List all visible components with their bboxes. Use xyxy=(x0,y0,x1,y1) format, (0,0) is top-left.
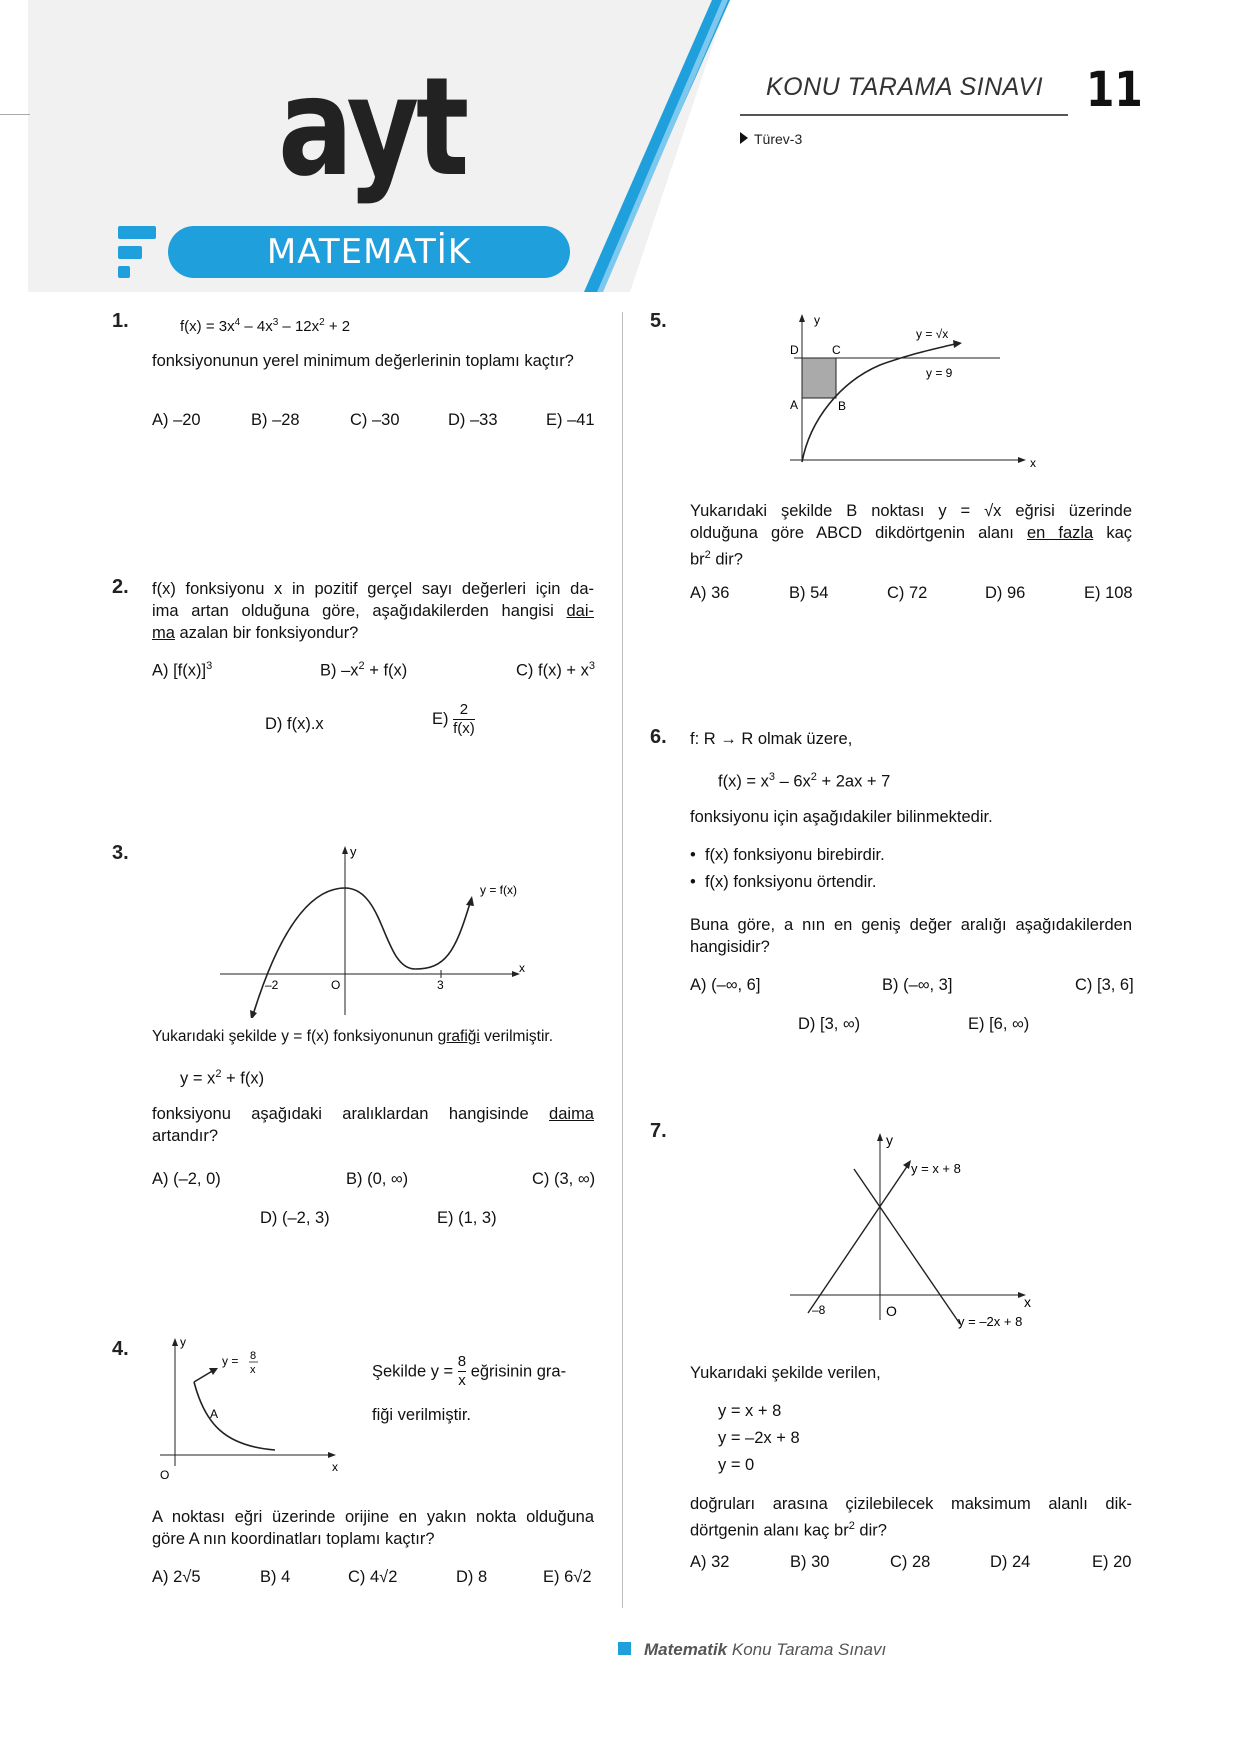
q7-option-a[interactable]: A) 32 xyxy=(690,1553,730,1571)
q5-graph xyxy=(780,310,1040,470)
footer-square-icon xyxy=(618,1642,631,1655)
q4-option-b[interactable]: B) 4 xyxy=(260,1568,291,1586)
q2-option-d[interactable]: D) f(x).x xyxy=(265,715,324,733)
q5-option-b[interactable]: B) 54 xyxy=(789,584,829,602)
q7-graph xyxy=(780,1125,1050,1340)
q7-option-c[interactable]: C) 28 xyxy=(890,1553,931,1571)
q6-option-c[interactable]: C) [3, 6] xyxy=(1075,976,1134,994)
q7-option-d[interactable]: D) 24 xyxy=(990,1553,1031,1571)
question-number: 6. xyxy=(650,726,667,748)
q4-option-e[interactable]: E) 6√2 xyxy=(543,1568,592,1586)
q5-text-line1: Yukarıdaki şekilde B noktası y = √x eğrisi üzerinde xyxy=(690,502,1132,520)
q6-option-a[interactable]: A) (–∞, 6] xyxy=(690,976,761,994)
q4-option-d[interactable]: D) 8 xyxy=(456,1568,488,1586)
q4-option-a[interactable]: A) 2√5 xyxy=(152,1568,201,1586)
header-rule xyxy=(0,114,30,115)
question-number: 5. xyxy=(650,310,667,332)
q6-option-e[interactable]: E) [6, ∞) xyxy=(968,1015,1030,1033)
question-number: 1. xyxy=(112,310,129,332)
q2-text-line2: ima artan olduğuna göre, aşağıdakilerden hangisi dai- xyxy=(152,602,594,620)
q7-tick-neg8: –8 xyxy=(812,1303,826,1317)
q6-question-line1: Buna göre, a nın en geniş değer aralığı aşağıdakilerden xyxy=(690,916,1132,934)
topic-label: Türev-3 xyxy=(754,131,803,147)
exam-number: 11 xyxy=(1086,62,1143,118)
q1-question: fonksiyonunun yerel minimum değerlerinin toplamı kaçtır? xyxy=(152,352,574,370)
ayt-logo: ayt xyxy=(278,49,466,207)
q3-axis-y: y xyxy=(350,844,357,859)
question-number: 2. xyxy=(112,576,129,598)
q5-curve-label: y = √x xyxy=(916,327,949,341)
q3-text-line3: artandır? xyxy=(152,1127,219,1145)
q4-option-c[interactable]: C) 4√2 xyxy=(348,1568,398,1586)
q4-text-line2: göre A nın koordinatları toplamı kaçtır? xyxy=(152,1530,435,1548)
q5-label-a: A xyxy=(790,398,799,412)
q4-curve-den: x xyxy=(250,1364,256,1376)
play-arrow-icon xyxy=(740,132,748,144)
q6-option-b[interactable]: B) (–∞, 3] xyxy=(882,976,953,994)
question-number: 3. xyxy=(112,842,129,864)
q3-text-line2: fonksiyonu aşağıdaki aralıklardan hangisinde daima xyxy=(152,1105,594,1123)
q5-text-line2: olduğuna göre ABCD dikdörtgenin alanı en fazla kaç xyxy=(690,524,1132,542)
q5-option-d[interactable]: D) 96 xyxy=(985,584,1026,602)
q1-option-c[interactable]: C) –30 xyxy=(350,411,400,429)
q6-question-line2: hangisidir? xyxy=(690,938,770,956)
q6-line3: fonksiyonu için aşağıdakiler bilinmektedir. xyxy=(690,808,993,826)
q5-axis-y: y xyxy=(814,313,820,327)
q4-side-text2: fiği verilmiştir. xyxy=(372,1406,472,1424)
q3-axis-x: x xyxy=(519,961,525,975)
q5-line-label: y = 9 xyxy=(926,366,953,380)
q7-text-line1: doğruları arasına çizilebilecek maksimum alanlı dik- xyxy=(690,1495,1132,1513)
column-divider xyxy=(622,312,623,1608)
q4-text-line1: A noktası eğri üzerinde orijine en yakın nokta olduğuna xyxy=(152,1508,594,1526)
q3-tick-neg2: –2 xyxy=(265,978,279,992)
q3-tick-origin: O xyxy=(331,978,341,992)
q5-option-a[interactable]: A) 36 xyxy=(690,584,730,602)
q2-text-line3: ma azalan bir fonksiyondur? xyxy=(152,624,359,642)
q5-label-b: B xyxy=(838,399,847,413)
q2-option-c[interactable]: C) $f(x) + x^3$ xyxy=(516,660,595,680)
question-number: 4. xyxy=(112,1338,129,1360)
question-number: 7. xyxy=(650,1120,667,1142)
q7-option-b[interactable]: B) 30 xyxy=(790,1553,830,1571)
q3-option-a[interactable]: A) (–2, 0) xyxy=(152,1170,221,1188)
footer-text: Matematik Konu Tarama Sınavı xyxy=(644,1640,887,1659)
q4-side-text1: Şekilde y = $\frac{8}{x}$ eğrisinin gra- xyxy=(372,1353,567,1389)
brand-mark-bar xyxy=(118,226,156,239)
q3-tick-3: 3 xyxy=(437,978,444,992)
q1-option-a[interactable]: A) –20 xyxy=(152,411,201,429)
q6-option-d[interactable]: D) [3, ∞) xyxy=(798,1015,861,1033)
q7-line1-label: y = x + 8 xyxy=(911,1161,961,1176)
q3-text-line1: Yukarıdaki şekilde y = f(x) fonksiyonunun grafiği verilmiştir. xyxy=(152,1028,554,1045)
q7-eq-3: y = 0 xyxy=(718,1456,755,1474)
q7-origin: O xyxy=(886,1303,897,1319)
q4-graph xyxy=(150,1334,350,1484)
q6-function: $f(x) = x^3 - 6x^2 + 2ax + 7$ xyxy=(718,771,891,791)
q5-option-e[interactable]: E) 108 xyxy=(1084,584,1133,602)
q7-intro: Yukarıdaki şekilde verilen, xyxy=(690,1364,881,1382)
q2-text-line1: f(x) fonksiyonu x in pozitif gerçel sayı değerleri için da- xyxy=(152,580,594,598)
q2-option-b[interactable]: B) $-x^2 + f(x)$ xyxy=(320,660,408,680)
subject-pill: MATEMATİK xyxy=(168,226,570,278)
q6-bullet-1: • f(x) fonksiyonu birebirdir. xyxy=(690,846,885,864)
q3-curve-label: y = f(x) xyxy=(480,883,518,897)
q1-option-e[interactable]: E) –41 xyxy=(546,411,595,429)
q5-label-d: D xyxy=(790,343,799,357)
q6-line1: f: R → R olmak üzere, xyxy=(690,730,853,748)
q4-origin: O xyxy=(160,1468,170,1482)
brand-mark-bar xyxy=(118,266,130,278)
q7-eq-2: y = –2x + 8 xyxy=(718,1429,800,1447)
q5-label-c: C xyxy=(832,343,841,357)
q3-graph xyxy=(215,843,535,1018)
q5-text-line3: $br^2$ dir? xyxy=(690,549,743,569)
q5-option-c[interactable]: C) 72 xyxy=(887,584,928,602)
exam-title: KONU TARAMA SINAVI xyxy=(766,73,1044,101)
q4-curve-label: y = xyxy=(222,1354,239,1368)
q7-text-line2: dörtgenin alanı kaç $br^2$ dir? xyxy=(690,1520,887,1540)
q3-option-d[interactable]: D) (–2, 3) xyxy=(260,1209,330,1227)
q7-axis-x: x xyxy=(1024,1294,1031,1310)
q7-eq-1: y = x + 8 xyxy=(718,1402,782,1420)
brand-mark-bar xyxy=(118,246,142,259)
q7-line2-label: y = –2x + 8 xyxy=(958,1314,1023,1329)
q3-option-b[interactable]: B) (0, ∞) xyxy=(346,1170,409,1188)
q5-axis-x: x xyxy=(1030,456,1036,470)
q3-equation: $y = x^2 + f(x)$ xyxy=(180,1068,265,1088)
q3-option-e[interactable]: E) (1, 3) xyxy=(437,1209,497,1227)
q7-option-e[interactable]: E) 20 xyxy=(1092,1553,1132,1571)
q7-axis-y: y xyxy=(886,1132,893,1148)
q4-curve-num: 8 xyxy=(250,1350,257,1362)
q4-axis-x: x xyxy=(332,1460,338,1474)
q1-option-b[interactable]: B) –28 xyxy=(251,411,300,429)
q6-bullet-2: • f(x) fonksiyonu örtendir. xyxy=(690,873,877,891)
title-underline xyxy=(740,114,1068,116)
q2-option-a[interactable]: A) $[f(x)]^3$ xyxy=(152,660,213,680)
q4-axis-y: y xyxy=(180,1335,186,1349)
q3-option-c[interactable]: C) (3, ∞) xyxy=(532,1170,596,1188)
q1-option-d[interactable]: D) –33 xyxy=(448,411,498,429)
q1-function: $f(x) = 3x^4 - 4x^3 - 12x^2 + 2$ xyxy=(180,317,351,335)
q2-option-e[interactable]: E) $\frac{2}{f(x)}$ xyxy=(432,701,475,737)
q4-point-a: A xyxy=(210,1407,219,1421)
